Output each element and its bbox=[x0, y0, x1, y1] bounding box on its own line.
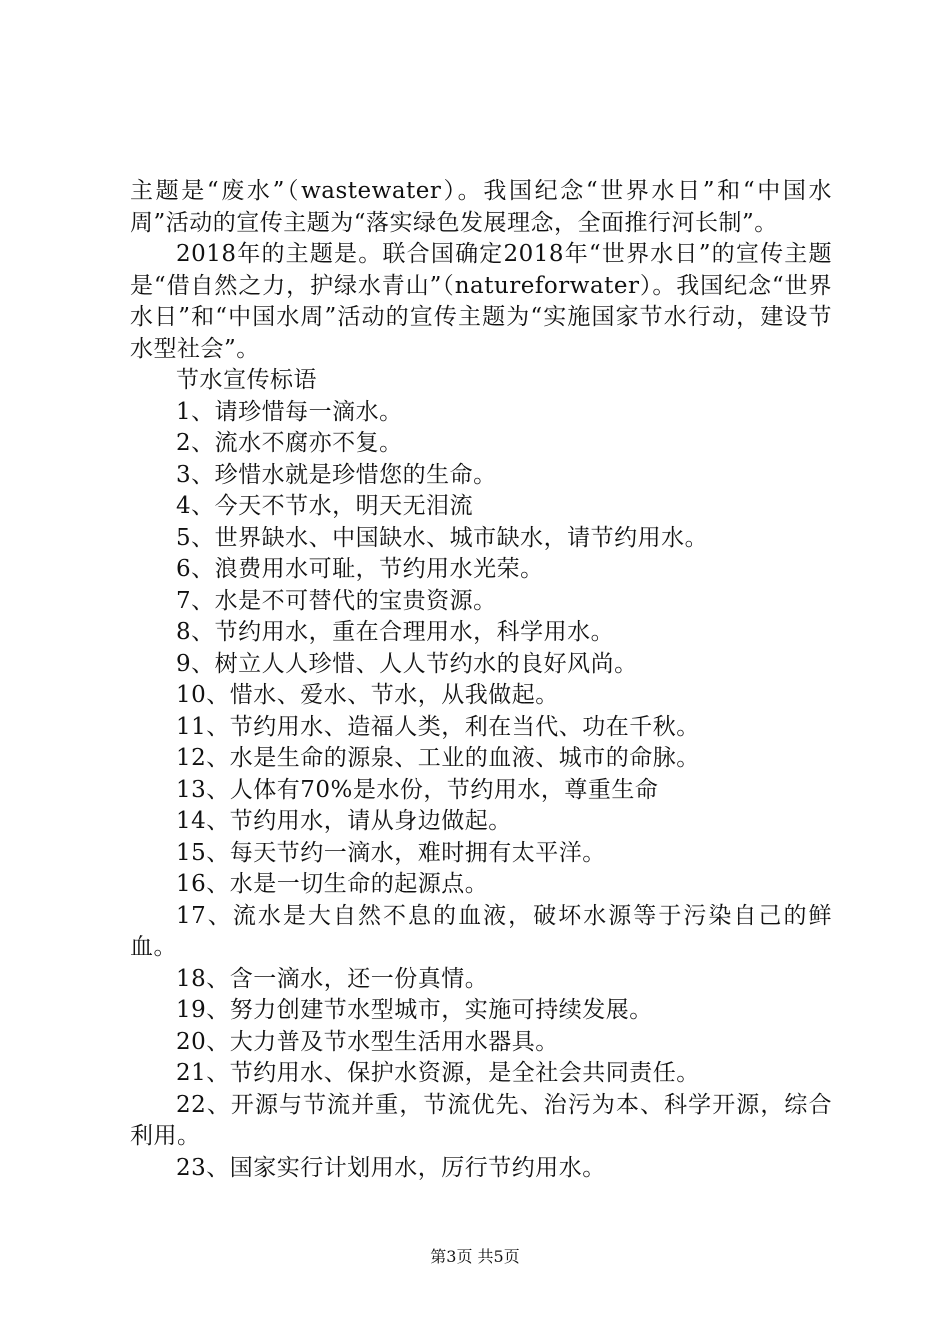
list-item: 7、水是不可替代的宝贵资源。 bbox=[176, 587, 497, 614]
list-item: 21、节约用水、保护水资源，是全社会共同责任。 bbox=[176, 1060, 700, 1086]
list-item: 1、请珍惜每一滴水。 bbox=[176, 398, 403, 425]
list-item: 4、今天不节水，明天无泪流 bbox=[176, 493, 474, 519]
list-item: 14、节约用水，请从身边做起。 bbox=[176, 808, 512, 834]
list-item: 2、流水不腐亦不复。 bbox=[176, 430, 403, 456]
list-item: 17、流水是大自然不息的血液，破坏水源等于污染自己的鲜血。 bbox=[130, 902, 832, 960]
list-item: 22、开源与节流并重，节流优先、治污为本、科学开源，综合利用。 bbox=[130, 1091, 832, 1149]
list-item: 19、努力创建节水型城市，实施可持续发展。 bbox=[176, 997, 653, 1023]
paragraph: 主题是“废水”（wastewater）。我国纪念“世界水日”和“中国水周”活动的宣传主题为“落实绿色发展理念，全面推行河长制”。 bbox=[130, 178, 832, 236]
list-item: 23、国家实行计划用水，厉行节约用水。 bbox=[176, 1154, 606, 1181]
list-item: 18、含一滴水，还一份真情。 bbox=[176, 965, 489, 992]
document-body bbox=[130, 176, 832, 1184]
list-item: 6、浪费用水可耻，节约用水光荣。 bbox=[176, 556, 544, 582]
list-item: 16、水是一切生命的起源点。 bbox=[176, 871, 489, 897]
list-item: 12、水是生命的源泉、工业的血液、城市的命脉。 bbox=[176, 745, 700, 771]
list-item: 5、世界缺水、中国缺水、城市缺水，请节约用水。 bbox=[176, 524, 709, 551]
list-item: 9、树立人人珍惜、人人节约水的良好风尚。 bbox=[176, 650, 638, 677]
section-heading: 节水宣传标语 bbox=[176, 367, 317, 393]
list-item: 15、每天节约一滴水，难时拥有太平洋。 bbox=[176, 839, 606, 866]
list-item: 10、惜水、爱水、节水，从我做起。 bbox=[176, 682, 559, 708]
list-item: 3、珍惜水就是珍惜您的生命。 bbox=[176, 461, 497, 488]
paragraph: 2018年的主题是。联合国确定2018年“世界水日”的宣传主题是“借自然之力，护绿水青山”（natureforwater）。我国纪念“世界水日”和“中国水周”活动的宣传主题为“实施国家节水行动，建设节水型社会”。 bbox=[130, 241, 832, 362]
list-item: 11、节约用水、造福人类，利在当代、功在千秋。 bbox=[176, 713, 700, 740]
page-number-footer: 第3页 共5页 bbox=[430, 1247, 520, 1266]
list-item: 13、人体有70%是水份，节约用水，尊重生命 bbox=[176, 776, 659, 803]
list-item: 8、节约用水，重在合理用水，科学用水。 bbox=[176, 619, 615, 645]
list-item: 20、大力普及节水型生活用水器具。 bbox=[176, 1028, 559, 1055]
